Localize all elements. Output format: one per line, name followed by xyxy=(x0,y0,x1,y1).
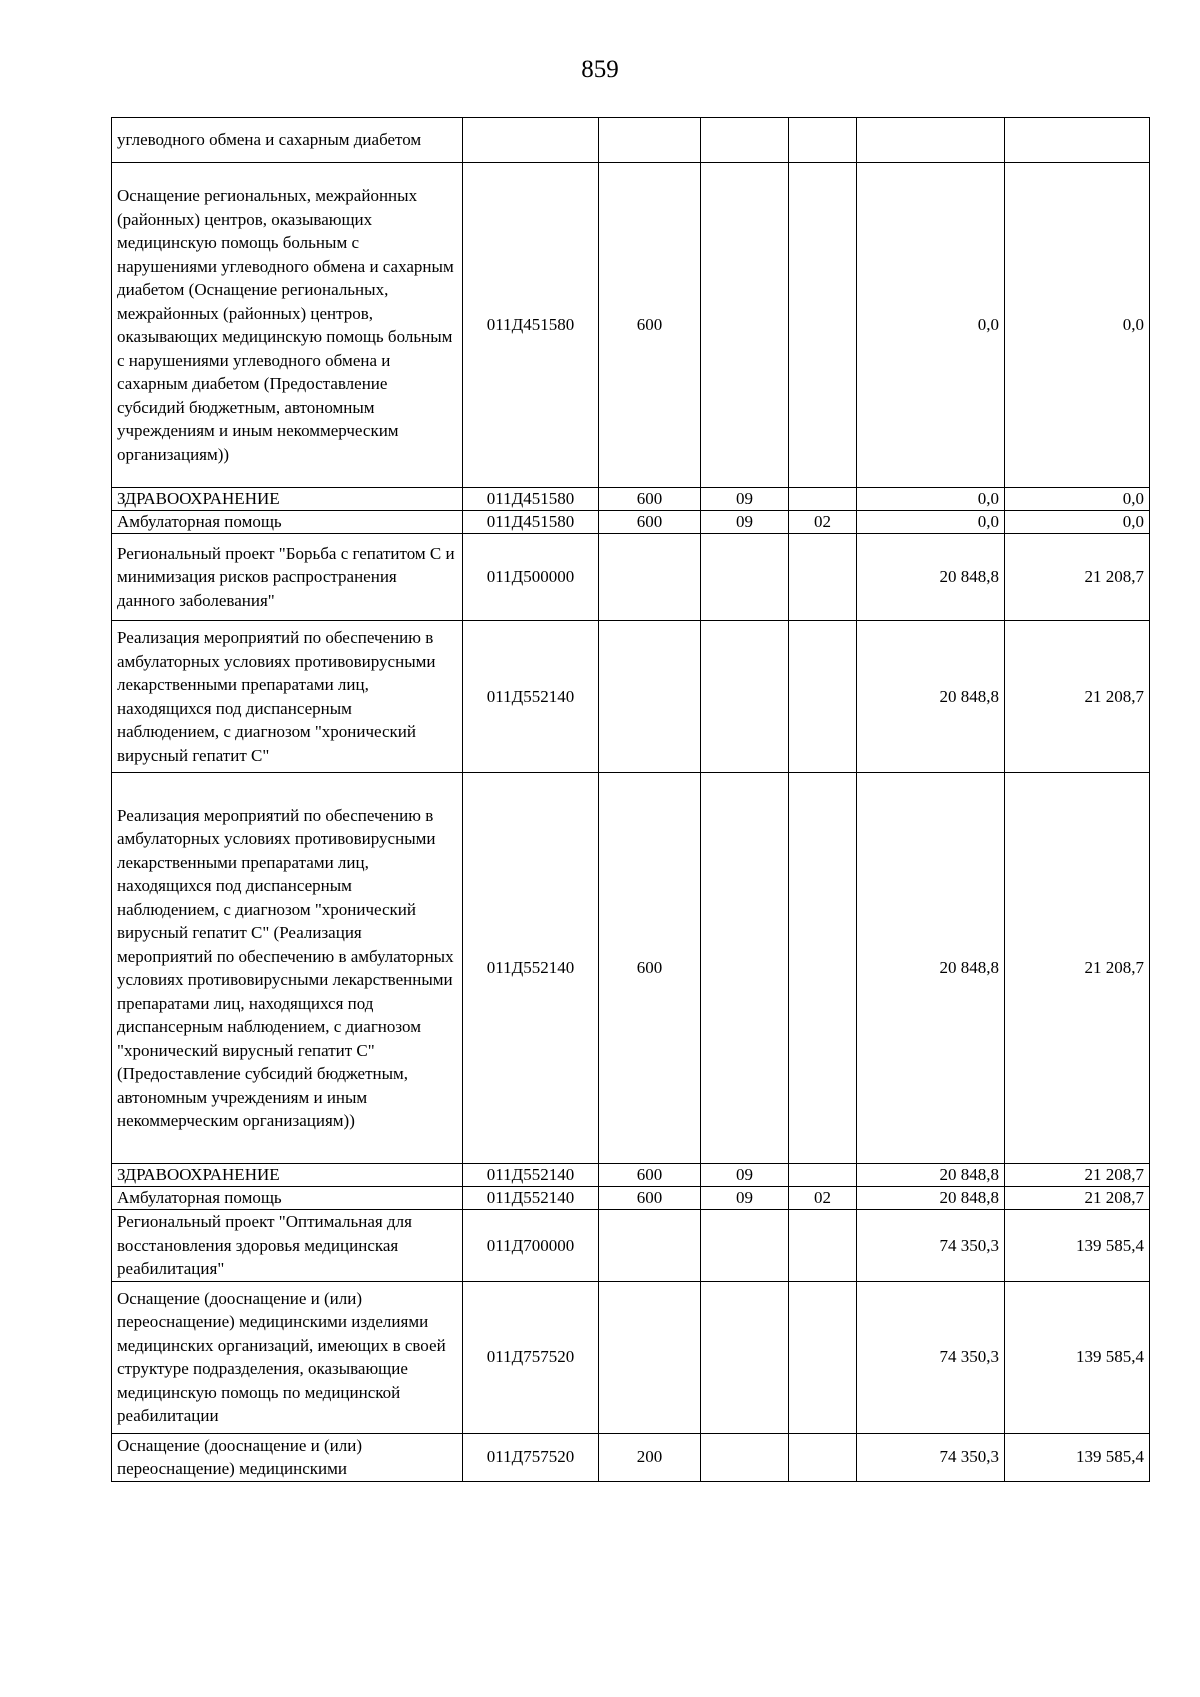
subsection-cell xyxy=(789,163,857,488)
target-code-cell: 011Д757520 xyxy=(463,1281,599,1433)
table-row xyxy=(112,1164,1150,1187)
amount-year2-cell: 21 208,7 xyxy=(1005,1187,1150,1210)
amount-year1-cell: 20 848,8 xyxy=(857,621,1005,773)
amount-year2-cell: 0,0 xyxy=(1005,163,1150,488)
amount-year1-cell: 20 848,8 xyxy=(857,1164,1005,1187)
expense-type-cell xyxy=(599,534,701,621)
target-code-cell: 011Д500000 xyxy=(463,534,599,621)
section-cell: 09 xyxy=(701,488,789,511)
subsection-cell xyxy=(789,1210,857,1282)
table-row xyxy=(112,534,1150,621)
amount-year2-cell: 139 585,4 xyxy=(1005,1281,1150,1433)
row-name-cell: Оснащение (дооснащение и (или) переоснащение) медицинскими xyxy=(112,1433,463,1481)
amount-year2-cell: 21 208,7 xyxy=(1005,773,1150,1164)
row-name-cell: Амбулаторная помощь xyxy=(112,511,463,534)
row-name-cell: ЗДРАВООХРАНЕНИЕ xyxy=(112,1164,463,1187)
row-name-cell: ЗДРАВООХРАНЕНИЕ xyxy=(112,488,463,511)
page-number: 859 xyxy=(581,56,619,83)
section-cell xyxy=(701,534,789,621)
amount-year1-cell: 0,0 xyxy=(857,163,1005,488)
table-row xyxy=(112,621,1150,773)
table-row xyxy=(112,1187,1150,1210)
subsection-cell xyxy=(789,534,857,621)
target-code-cell: 011Д552140 xyxy=(463,773,599,1164)
row-name-cell: углеводного обмена и сахарным диабетом xyxy=(112,118,463,163)
amount-year2-cell: 139 585,4 xyxy=(1005,1210,1150,1282)
table-row xyxy=(112,1281,1150,1433)
section-cell: 09 xyxy=(701,511,789,534)
table-row xyxy=(112,1433,1150,1481)
budget-table xyxy=(111,117,1150,1482)
amount-year1-cell xyxy=(857,118,1005,163)
amount-year1-cell: 20 848,8 xyxy=(857,534,1005,621)
target-code-cell: 011Д451580 xyxy=(463,163,599,488)
amount-year2-cell: 0,0 xyxy=(1005,488,1150,511)
expense-type-cell: 200 xyxy=(599,1433,701,1481)
expense-type-cell: 600 xyxy=(599,773,701,1164)
subsection-cell xyxy=(789,118,857,163)
target-code-cell: 011Д552140 xyxy=(463,1187,599,1210)
table-row xyxy=(112,1210,1150,1282)
target-code-cell: 011Д757520 xyxy=(463,1433,599,1481)
section-cell: 09 xyxy=(701,1187,789,1210)
target-code-cell xyxy=(463,118,599,163)
table-body xyxy=(112,118,1150,1482)
expense-type-cell: 600 xyxy=(599,1187,701,1210)
amount-year1-cell: 20 848,8 xyxy=(857,773,1005,1164)
expense-type-cell: 600 xyxy=(599,488,701,511)
expense-type-cell xyxy=(599,621,701,773)
table-row xyxy=(112,773,1150,1164)
expense-type-cell: 600 xyxy=(599,163,701,488)
subsection-cell xyxy=(789,1281,857,1433)
table-row xyxy=(112,511,1150,534)
subsection-cell xyxy=(789,488,857,511)
amount-year1-cell: 74 350,3 xyxy=(857,1433,1005,1481)
amount-year1-cell: 0,0 xyxy=(857,488,1005,511)
expense-type-cell: 600 xyxy=(599,1164,701,1187)
expense-type-cell xyxy=(599,1281,701,1433)
target-code-cell: 011Д552140 xyxy=(463,621,599,773)
amount-year1-cell: 0,0 xyxy=(857,511,1005,534)
row-name-cell: Оснащение (дооснащение и (или) переоснащение) медицинскими изделиями медицинских организаций, имеющих в своей структуре подразделения, оказывающие медицинскую помощь по медицинской реабилитации xyxy=(112,1281,463,1433)
amount-year2-cell: 21 208,7 xyxy=(1005,534,1150,621)
table-row xyxy=(112,118,1150,163)
amount-year1-cell: 74 350,3 xyxy=(857,1210,1005,1282)
subsection-cell xyxy=(789,773,857,1164)
section-cell xyxy=(701,773,789,1164)
amount-year2-cell: 21 208,7 xyxy=(1005,1164,1150,1187)
table-row xyxy=(112,163,1150,488)
subsection-cell: 02 xyxy=(789,1187,857,1210)
subsection-cell xyxy=(789,1433,857,1481)
table-row xyxy=(112,488,1150,511)
target-code-cell: 011Д451580 xyxy=(463,511,599,534)
section-cell xyxy=(701,118,789,163)
section-cell xyxy=(701,1433,789,1481)
amount-year1-cell: 20 848,8 xyxy=(857,1187,1005,1210)
target-code-cell: 011Д552140 xyxy=(463,1164,599,1187)
section-cell xyxy=(701,1281,789,1433)
row-name-cell: Реализация мероприятий по обеспечению в амбулаторных условиях противовирусными лекарственными препаратами лиц, находящихся под диспансерным наблюдением, с диагнозом "хронический вирусный гепатит С" (Реализация мероприятий по обеспечению в амбулаторных условиях противовирусными лекарственными препаратами лиц, находящихся под диспансерным наблюдением, с диагнозом "хронический вирусный гепатит С" (Предоставление субсидий бюджетным, автономным учреждениям и иным некоммерческим организациям)) xyxy=(112,773,463,1164)
section-cell xyxy=(701,621,789,773)
target-code-cell: 011Д451580 xyxy=(463,488,599,511)
amount-year1-cell: 74 350,3 xyxy=(857,1281,1005,1433)
amount-year2-cell: 21 208,7 xyxy=(1005,621,1150,773)
row-name-cell: Амбулаторная помощь xyxy=(112,1187,463,1210)
amount-year2-cell: 0,0 xyxy=(1005,511,1150,534)
row-name-cell: Реализация мероприятий по обеспечению в амбулаторных условиях противовирусными лекарственными препаратами лиц, находящихся под диспансерным наблюдением, с диагнозом "хронический вирусный гепатит С" xyxy=(112,621,463,773)
target-code-cell: 011Д700000 xyxy=(463,1210,599,1282)
subsection-cell: 02 xyxy=(789,511,857,534)
section-cell xyxy=(701,1210,789,1282)
expense-type-cell: 600 xyxy=(599,511,701,534)
amount-year2-cell xyxy=(1005,118,1150,163)
section-cell xyxy=(701,163,789,488)
subsection-cell xyxy=(789,1164,857,1187)
row-name-cell: Оснащение региональных, межрайонных (районных) центров, оказывающих медицинскую помощь больным с нарушениями углеводного обмена и сахарным диабетом (Оснащение региональных, межрайонных (районных) центров, оказывающих медицинскую помощь больным с нарушениями углеводного обмена и сахарным диабетом (Предоставление субсидий бюджетным, автономным учреждениям и иным некоммерческим организациям)) xyxy=(112,163,463,488)
expense-type-cell xyxy=(599,118,701,163)
row-name-cell: Региональный проект "Борьба с гепатитом С и минимизация рисков распространения данного заболевания" xyxy=(112,534,463,621)
row-name-cell: Региональный проект "Оптимальная для восстановления здоровья медицинская реабилитация" xyxy=(112,1210,463,1282)
subsection-cell xyxy=(789,621,857,773)
amount-year2-cell: 139 585,4 xyxy=(1005,1433,1150,1481)
section-cell: 09 xyxy=(701,1164,789,1187)
expense-type-cell xyxy=(599,1210,701,1282)
